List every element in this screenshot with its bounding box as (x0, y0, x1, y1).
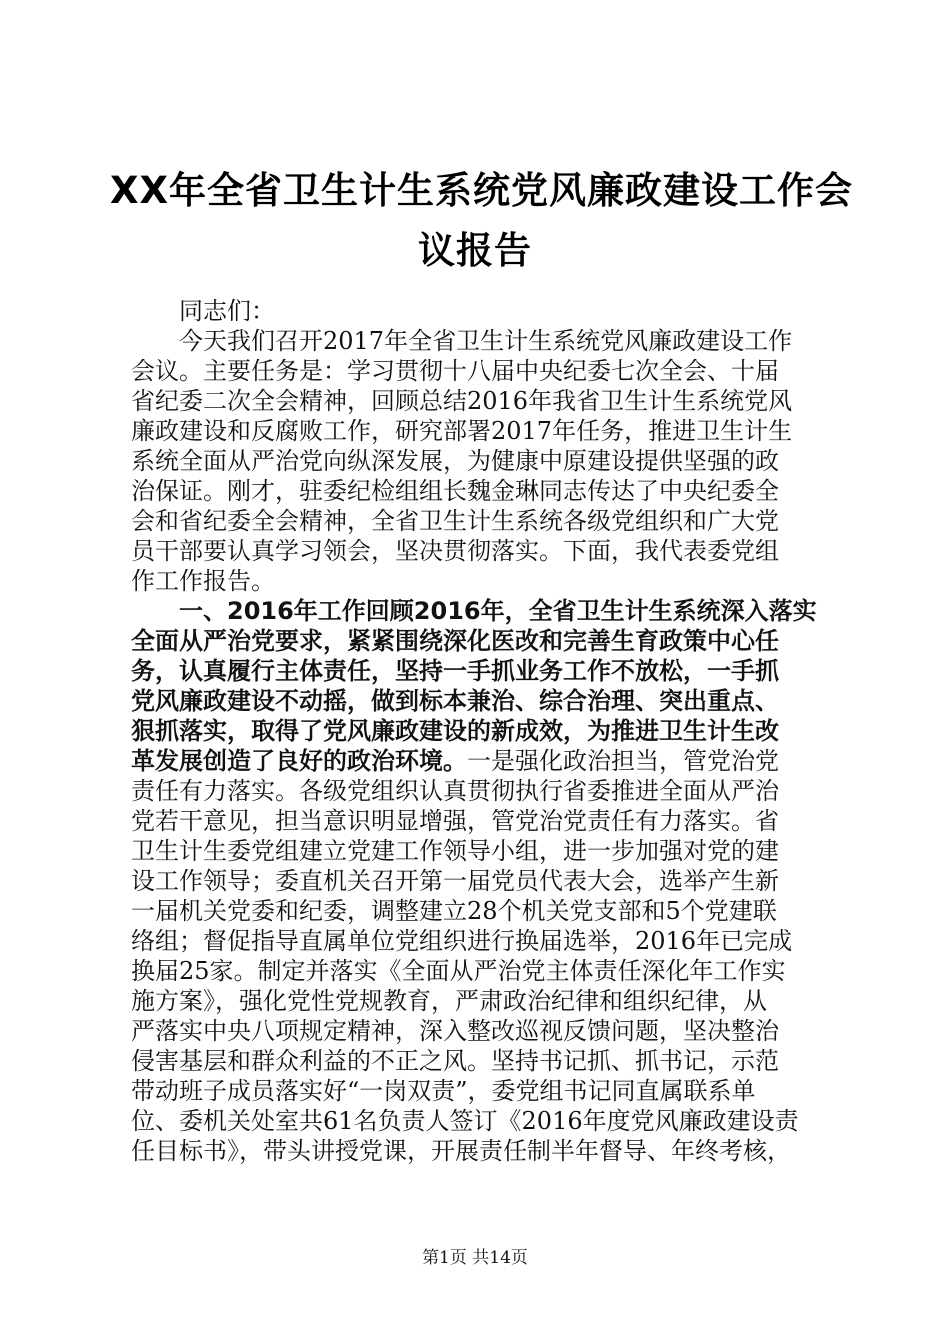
document-title-line-1: XX年全省卫生计生系统党风廉政建设工作会 (110, 169, 854, 212)
paragraph-line: 严落实中央八项规定精神，深入整改巡视反馈问题，坚决整治 (131, 1017, 779, 1045)
bold-paragraph-line: 全面从严治党要求，紧紧围绕深化医改和完善生育政策中心任 (131, 627, 779, 655)
paragraph-line: 省纪委二次全会精神，回顾总结2016年我省卫生计生系统党风 (131, 387, 793, 415)
document-title-line-2: 议报告 (418, 229, 532, 272)
normal-segment: 一是强化政治担当，管党治党 (467, 747, 779, 775)
bold-segment: 革发展创造了良好的政治环境。 (131, 747, 467, 775)
paragraph-line: 廉政建设和反腐败工作，研究部署2017年任务，推进卫生计生 (131, 417, 793, 445)
paragraph-line: 侵害基层和群众利益的不正之风。坚持书记抓、抓书记，示范 (131, 1047, 779, 1075)
mixed-paragraph-line (131, 746, 841, 776)
paragraph-line: 系统全面从严治党向纵深发展，为健康中原建设提供坚强的政 (131, 447, 779, 475)
paragraph-line: 会和省纪委全会精神，全省卫生计生系统各级党组织和广大党 (131, 507, 779, 535)
paragraph-line: 一届机关党委和纪委，调整建立28个机关党支部和5个党建联 (131, 897, 777, 925)
paragraph-line: 带动班子成员落实好“一岗双责”，委党组书记同直属联系单 (131, 1077, 756, 1105)
paragraph-2 (131, 596, 841, 1166)
paragraph-line: 会议。主要任务是：学习贯彻十八届中央纪委七次全会、十届 (131, 357, 779, 385)
paragraph-line: 治保证。刚才，驻委纪检组组长魏金琳同志传达了中央纪委全 (131, 477, 779, 505)
bold-paragraph-line: 务，认真履行主体责任，坚持一手抓业务工作不放松，一手抓 (131, 657, 779, 685)
paragraph-line: 作工作报告。 (131, 567, 275, 595)
paragraph-line: 设工作领导；委直机关召开第一届党员代表大会，选举产生新 (131, 867, 779, 895)
bold-paragraph-line: 狠抓落实，取得了党风廉政建设的新成效，为推进卫生计生改 (131, 717, 779, 745)
paragraph-line: 换届25家。制定并落实《全面从严治党主体责任深化年工作实 (131, 957, 786, 985)
paragraph-line: 员干部要认真学习领会，坚决贯彻落实。下面，我代表委党组 (131, 537, 779, 565)
salutation: 同志们： (179, 297, 275, 325)
document-body (131, 296, 841, 1166)
paragraph-line: 党若干意见，担当意识明显增强，管党治党责任有力落实。省 (131, 807, 779, 835)
paragraph-line: 位、委机关处室共61名负责人签订《2016年度党风廉政建设责 (131, 1107, 799, 1135)
section-heading-line: 一、2016年工作回顾2016年，全省卫生计生系统深入落实 (179, 597, 817, 625)
paragraph-line: 今天我们召开2017年全省卫生计生系统党风廉政建设工作 (179, 327, 793, 355)
bold-paragraph-line: 党风廉政建设不动摇，做到标本兼治、综合治理、突出重点、 (131, 687, 779, 715)
paragraph-line: 任目标书》，带头讲授党课，开展责任制半年督导、年终考核， (131, 1137, 791, 1165)
paragraph-1 (131, 326, 841, 596)
paragraph-line: 责任有力落实。各级党组织认真贯彻执行省委推进全面从严治 (131, 777, 779, 805)
paragraph-line: 卫生计生委党组建立党建工作领导小组，进一步加强对党的建 (131, 837, 779, 865)
paragraph-line: 施方案》，强化党性党规教育，严肃政治纪律和组织纪律，从 (131, 987, 767, 1015)
page-footer: 第1页 共14页 (422, 1248, 528, 1268)
paragraph-line: 络组；督促指导直属单位党组织进行换届选举，2016年已完成 (131, 927, 793, 955)
